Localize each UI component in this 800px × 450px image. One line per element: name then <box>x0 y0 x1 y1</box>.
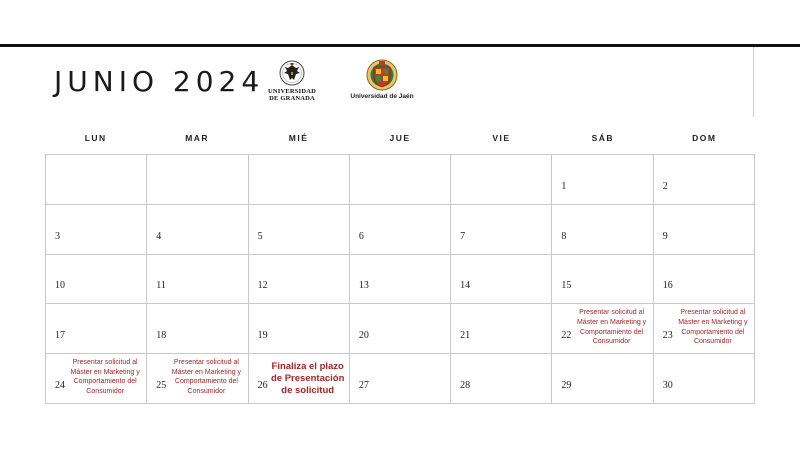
day-number: 2 <box>662 180 668 192</box>
calendar-cell[interactable] <box>249 255 350 305</box>
day-number: 30 <box>662 379 673 391</box>
day-number: 16 <box>662 280 673 292</box>
uja-logo <box>346 58 418 108</box>
calendar-grid <box>45 154 755 404</box>
day-number: 25 <box>156 379 167 391</box>
day-number: 10 <box>55 280 65 292</box>
weekday-thu: JUE <box>389 133 411 143</box>
calendar-cell[interactable] <box>350 255 451 305</box>
deadline-note: Finaliza el plazo de Presentación de solicitud <box>271 361 345 397</box>
day-number: 13 <box>358 280 369 292</box>
day-number: 21 <box>460 330 471 342</box>
day-number: 4 <box>156 230 162 242</box>
day-number: 12 <box>257 280 268 292</box>
calendar-cell[interactable] <box>654 255 755 305</box>
calendar-cell[interactable] <box>552 255 653 305</box>
weekday-header-row <box>45 133 755 147</box>
event-note: Presentar solicitud al Máster en Marketing y Comportamiento del Consumidor <box>171 359 242 395</box>
day-number: 20 <box>358 330 369 342</box>
calendar-cell[interactable] <box>147 205 248 255</box>
day-number: 9 <box>662 230 668 242</box>
weekday-mon: LUN <box>84 133 107 143</box>
ugr-logo-text: UNIVERSIDAD DE GRANADA <box>267 88 317 102</box>
calendar-cell-empty <box>350 155 451 205</box>
calendar-cell[interactable] <box>46 255 147 305</box>
day-number: 11 <box>156 280 166 292</box>
weekday-wed: MIÉ <box>288 133 309 143</box>
uja-logo-text: Universidad de Jaén <box>350 93 414 100</box>
right-divider <box>753 47 754 117</box>
weekday-tue: MAR <box>185 133 210 143</box>
day-number: 1 <box>561 180 567 192</box>
day-number: 6 <box>358 230 364 242</box>
calendar-cell-event[interactable] <box>552 304 653 354</box>
day-number: 5 <box>257 230 263 242</box>
calendar-cell-empty <box>249 155 350 205</box>
page-title: JUNIO 2024 <box>54 65 265 98</box>
calendar-cell-empty <box>147 155 248 205</box>
calendar-cell[interactable] <box>147 255 248 305</box>
calendar-cell[interactable] <box>654 205 755 255</box>
eagle-crest-icon <box>279 58 305 88</box>
day-number: 17 <box>55 330 65 342</box>
calendar-cell[interactable] <box>350 354 451 404</box>
calendar-cell[interactable] <box>654 354 755 404</box>
calendar-cell[interactable] <box>46 304 147 354</box>
calendar-cell-deadline[interactable] <box>249 354 350 404</box>
calendar-cell[interactable] <box>46 205 147 255</box>
ugr-logo <box>266 58 318 108</box>
calendar-cell[interactable] <box>552 205 653 255</box>
day-number: 23 <box>662 330 673 342</box>
event-note: Presentar solicitud al Máster en Marketing y Comportamiento del Consumidor <box>678 309 748 346</box>
calendar-cell[interactable] <box>654 155 755 205</box>
day-number: 8 <box>561 230 567 242</box>
calendar-cell[interactable] <box>451 205 552 255</box>
calendar-cell[interactable] <box>350 205 451 255</box>
calendar-cell-event[interactable] <box>654 304 755 354</box>
day-number: 15 <box>561 280 572 292</box>
day-number: 22 <box>561 330 572 342</box>
calendar-cell[interactable] <box>552 354 653 404</box>
calendar-cell[interactable] <box>451 304 552 354</box>
calendar-cell-event[interactable] <box>46 354 147 404</box>
day-number: 3 <box>55 230 60 242</box>
calendar-cell-empty <box>451 155 552 205</box>
day-number: 24 <box>55 379 65 391</box>
event-note: Presentar solicitud al Máster en Marketing y Comportamiento del Consumidor <box>576 309 647 346</box>
calendar-cell-empty <box>46 155 147 205</box>
calendar-cell[interactable] <box>249 304 350 354</box>
calendar-cell[interactable] <box>451 354 552 404</box>
day-number: 19 <box>257 330 268 342</box>
calendar-cell[interactable] <box>350 304 451 354</box>
shield-crest-icon <box>366 58 398 92</box>
day-number: 29 <box>561 379 572 391</box>
calendar-cell[interactable] <box>249 205 350 255</box>
calendar-cell[interactable] <box>451 255 552 305</box>
weekday-fri: VIE <box>492 133 511 143</box>
calendar-cell[interactable] <box>147 304 248 354</box>
weekday-sat: SÁB <box>591 133 615 143</box>
calendar-cell[interactable] <box>552 155 653 205</box>
calendar-cell-event[interactable] <box>147 354 248 404</box>
day-number: 14 <box>460 280 471 292</box>
event-note: Presentar solicitud al Máster en Marketing y Comportamiento del Consumidor <box>70 359 140 395</box>
day-number: 27 <box>358 379 369 391</box>
day-number: 28 <box>460 379 471 391</box>
weekday-sun: DOM <box>692 133 717 143</box>
day-number: 18 <box>156 330 167 342</box>
top-divider <box>0 44 800 47</box>
day-number: 7 <box>460 230 466 242</box>
day-number: 26 <box>257 379 268 391</box>
